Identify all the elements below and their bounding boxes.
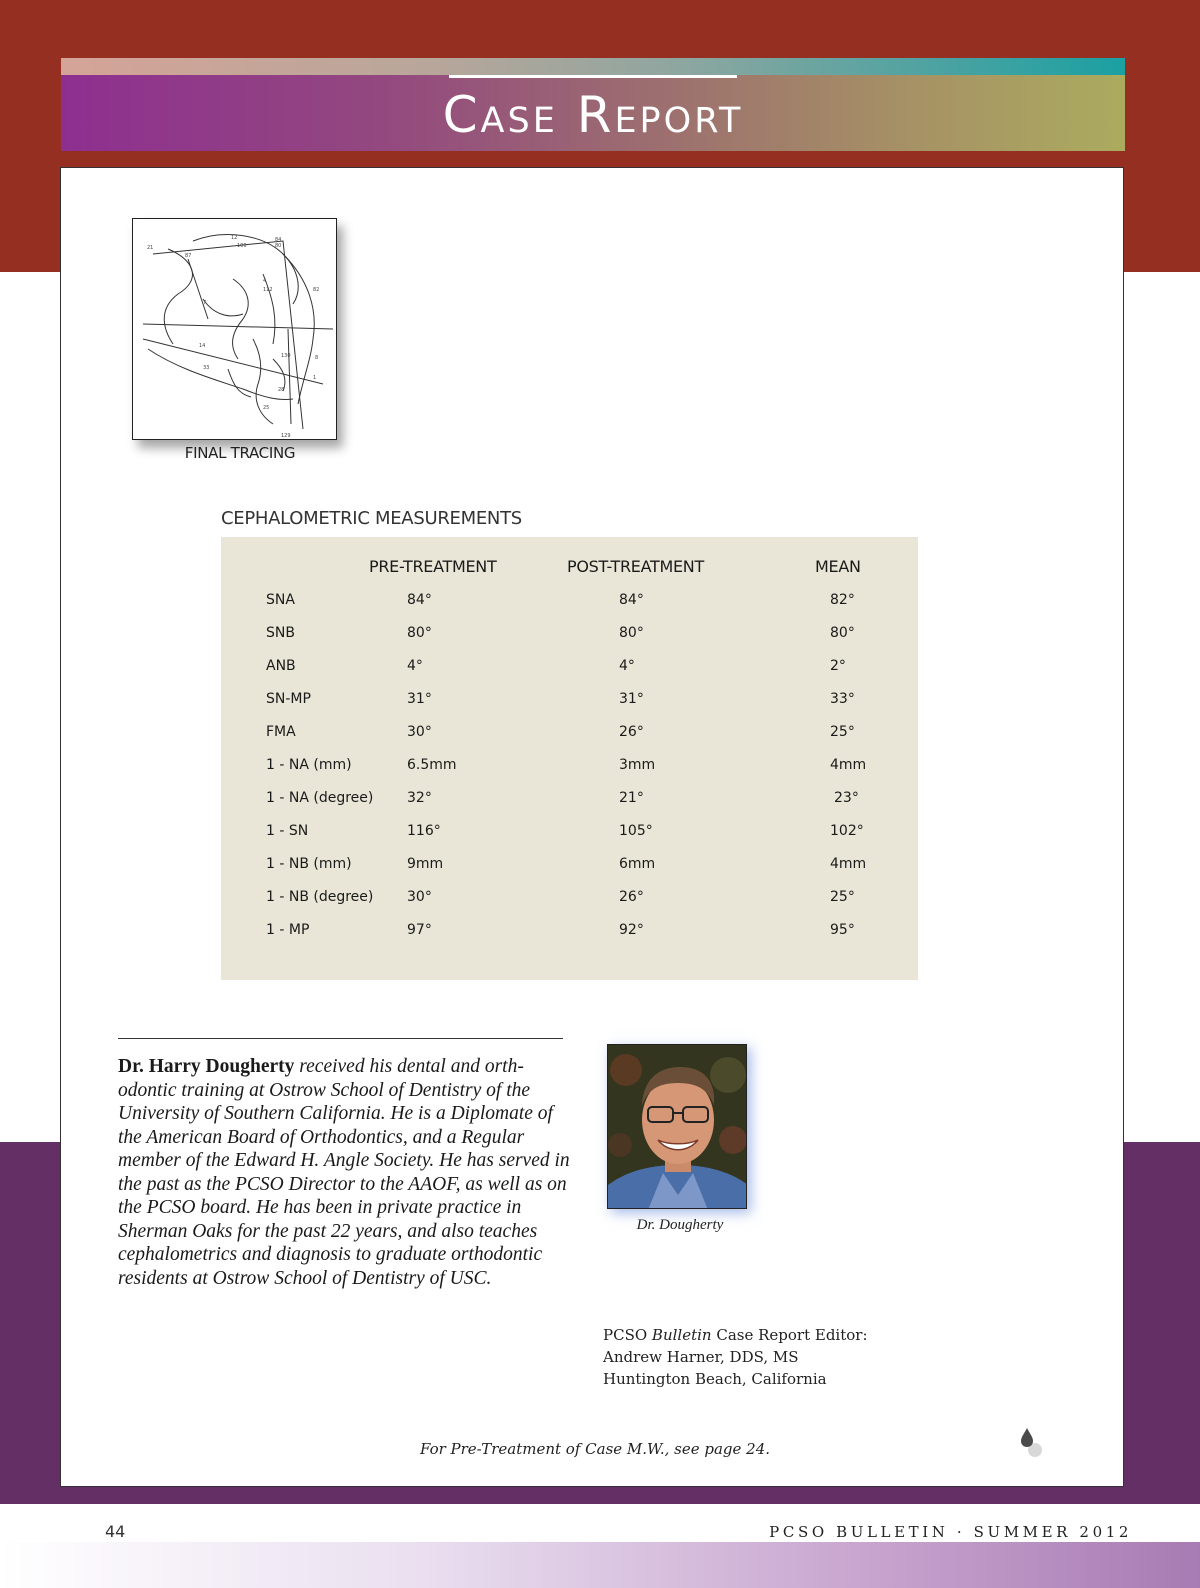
pre-value: 97°: [407, 922, 432, 938]
editor-location: Huntington Beach, California: [603, 1370, 827, 1388]
author-name: Dr. Harry Dougherty: [118, 1056, 295, 1077]
post-value: 21°: [619, 790, 644, 806]
post-value: 31°: [619, 691, 644, 707]
header-accent-strip: [61, 58, 1125, 75]
mean-value: 2°: [830, 658, 846, 674]
editor-name: Andrew Harner, DDS, MS: [603, 1348, 799, 1366]
footer-gradient-strip: [0, 1542, 1200, 1588]
table-row: [221, 658, 918, 680]
author-photo: [607, 1044, 747, 1209]
row-label: 1 - SN: [266, 823, 309, 839]
pre-value: 84°: [407, 592, 432, 608]
row-label: SNB: [266, 625, 295, 641]
svg-text:129: 129: [281, 433, 291, 439]
bio-divider: [118, 1038, 563, 1039]
editor-role-suffix: Case Report Editor:: [711, 1326, 868, 1344]
editor-credit: [603, 1324, 868, 1390]
measurements-table: [221, 537, 918, 980]
pre-value: 30°: [407, 724, 432, 740]
mean-value: 33°: [830, 691, 855, 707]
row-label: 1 - NA (degree): [266, 790, 374, 806]
page-title: Case Report: [442, 86, 744, 144]
post-value: 84°: [619, 592, 644, 608]
row-label: ANB: [266, 658, 296, 674]
table-row: [221, 823, 918, 845]
cephalometric-tracing-drawing: [133, 219, 337, 440]
tracing-caption: FINAL TRACING: [184, 444, 296, 462]
publication-name: Bulletin: [651, 1326, 712, 1344]
mean-value: 102°: [830, 823, 864, 839]
photo-caption: Dr. Dougherty: [636, 1217, 724, 1233]
pre-value: 32°: [407, 790, 432, 806]
table-row: [221, 757, 918, 779]
column-header-mean: MEAN: [815, 557, 861, 576]
row-label: 1 - NB (mm): [266, 856, 352, 872]
column-header-pre-treatment: PRE-TREATMENT: [369, 557, 497, 576]
editor-role-prefix: PCSO: [603, 1326, 652, 1344]
svg-text:8: 8: [315, 355, 319, 361]
table-row: [221, 922, 918, 944]
mean-value: 80°: [830, 625, 855, 641]
post-value: 3mm: [619, 757, 656, 773]
mean-value: 23°: [834, 790, 859, 806]
row-label: SNA: [266, 592, 295, 608]
mean-value: 25°: [830, 724, 855, 740]
post-value: 26°: [619, 724, 644, 740]
pre-value: 31°: [407, 691, 432, 707]
table-row: [221, 724, 918, 746]
svg-text:130: 130: [281, 353, 291, 359]
mean-value: 4mm: [830, 856, 867, 872]
table-row: [221, 592, 918, 614]
svg-text:80: 80: [275, 243, 282, 249]
svg-text:4: 4: [263, 278, 267, 284]
row-label: 1 - NB (degree): [266, 889, 374, 905]
row-label: 1 - MP: [266, 922, 310, 938]
table-row: [221, 625, 918, 647]
post-value: 80°: [619, 625, 644, 641]
author-portrait-image: [608, 1045, 747, 1209]
post-value: 105°: [619, 823, 653, 839]
pre-value: 9mm: [407, 856, 444, 872]
end-mark-drop-icon: [1018, 1426, 1042, 1465]
footer-publication-title: PCSO BULLETIN · SUMMER 2012: [769, 1523, 1132, 1541]
mean-value: 82°: [830, 592, 855, 608]
post-value: 92°: [619, 922, 644, 938]
column-header-post-treatment: POST-TREATMENT: [567, 557, 704, 576]
svg-text:84: 84: [275, 237, 282, 243]
table-row: [221, 790, 918, 812]
row-label: 1 - NA (mm): [266, 757, 352, 773]
svg-text:1: 1: [313, 375, 317, 381]
pre-value: 116°: [407, 823, 441, 839]
page-number: 44: [105, 1522, 126, 1541]
svg-text:33: 33: [203, 365, 210, 371]
svg-text:106: 106: [237, 243, 247, 249]
measurements-heading: CEPHALOMETRIC MEASUREMENTS: [221, 508, 522, 529]
author-bio: [118, 1055, 573, 1290]
post-value: 26°: [619, 889, 644, 905]
final-tracing-figure: [132, 218, 337, 440]
svg-text:7: 7: [203, 300, 207, 306]
mean-value: 4mm: [830, 757, 867, 773]
pre-value: 80°: [407, 625, 432, 641]
svg-text:21: 21: [147, 245, 154, 251]
row-label: SN-MP: [266, 691, 311, 707]
svg-text:14: 14: [199, 343, 206, 349]
svg-text:112: 112: [263, 287, 273, 293]
row-label: FMA: [266, 724, 296, 740]
pre-value: 6.5mm: [407, 757, 457, 773]
svg-text:12: 12: [231, 235, 238, 241]
table-row: [221, 691, 918, 713]
header-rule: [449, 75, 737, 78]
svg-text:87: 87: [185, 253, 192, 259]
svg-text:25: 25: [263, 405, 270, 411]
table-row: [221, 889, 918, 911]
editor-role: [603, 1324, 868, 1346]
table-row: [221, 856, 918, 878]
svg-text:28: 28: [278, 387, 285, 393]
svg-text:82: 82: [313, 287, 320, 293]
mean-value: 95°: [830, 922, 855, 938]
pre-value: 30°: [407, 889, 432, 905]
pre-value: 4°: [407, 658, 423, 674]
mean-value: 25°: [830, 889, 855, 905]
pre-treatment-note: For Pre-Treatment of Case M.W., see page 24.: [419, 1440, 771, 1458]
post-value: 6mm: [619, 856, 656, 872]
post-value: 4°: [619, 658, 635, 674]
author-bio-text: received his dental and orth-odontic training at Ostrow School of Dentistry of the University of Southern California. He is a Diplomate of the American Board of Orthodontics, and a Regular member of the Edward H. Angle Society. He has served in the past as the PCSO Director to the AAOF, as well as on the PCSO board. He has been in private practice in Sherman Oaks for the past 22 years, and also teaches cephalometrics and diagnosis to graduate orthodontic residents at Ostrow School of Dentistry of USC.: [118, 1056, 570, 1289]
